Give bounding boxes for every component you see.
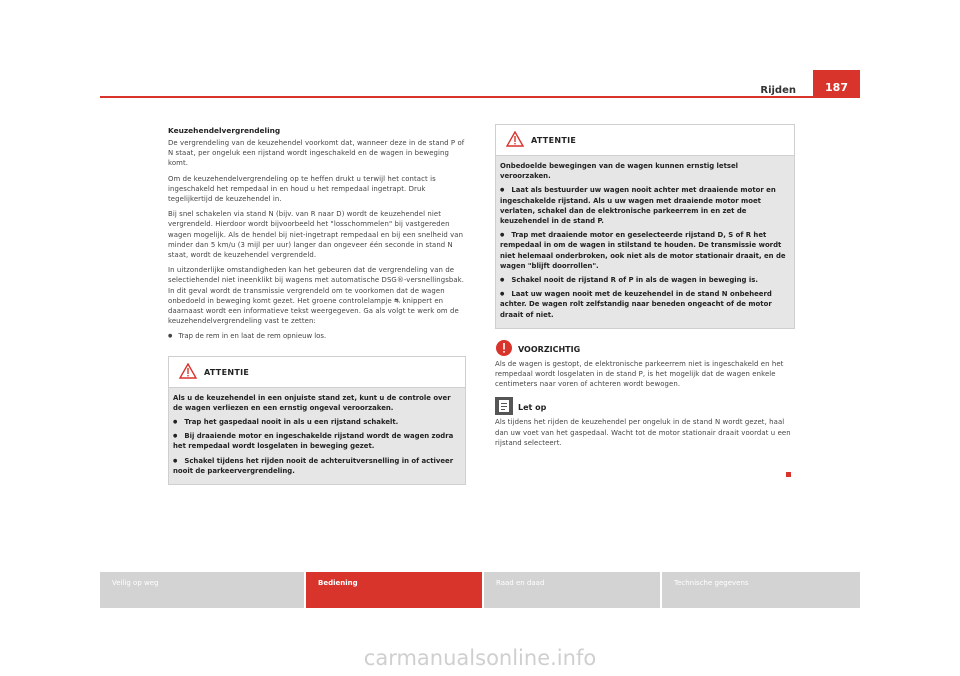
warning-intro: Onbedoelde bewegingen van de wagen kunnen ernstig letsel veroorzaken. (500, 162, 739, 181)
left-column (168, 124, 466, 485)
paragraph: De vergrendeling van de keuzehendel voorkomt dat, wanneer deze in de stand P of N staat, per ongeluk een rijstand wordt ingeschakeld en de wagen in beweging komt. (168, 139, 465, 168)
warning-bullet: ● Trap het gaspedaal nooit in als u een rijstand schakelt. (173, 417, 461, 427)
note-text: Als tijdens het rijden de keuzehendel per ongeluk in de stand N wordt gezet, haal dan uw voet van het gaspedaal. Wacht tot de motor stationair draait voordat u een rijstand selecteert. (495, 418, 791, 447)
caution-text: Als de wagen is gestopt, de elektronische parkeerrem niet is ingeschakeld en het rempedaal wordt losgelaten in de stand P, is het mogelijk dat de wagen enkele centimeters naar voren of achteren wordt bewogen. (495, 359, 784, 389)
footer-tab-technische-gegevens[interactable] (662, 572, 860, 608)
paragraph: Bij snel schakelen via stand N (bijv. van R naar D) wordt de keuzehendel niet vergrendeld. Hierdoor wordt bijvoorbeeld het "losschommelen" bij vastgereden wagen mogelijk. Als de hendel bij niet-ingetrapt rempedaal en bij een snelheid van minder dan 5 km/u (3 mijl per uur) langer dan ongeveer één seconde in stand N staat, wordt de keuzehendel vergrendeld. (168, 210, 464, 260)
note-icon (495, 397, 513, 415)
footer-tab-label: Bediening (318, 579, 358, 587)
caution-circle-icon (495, 339, 513, 357)
warning-intro: Als u de keuzehendel in een onjuiste stand zet, kunt u de controle over de wagen verliezen en een ernstig ongeval veroorzaken. (173, 393, 451, 412)
warning-bullet: ● Laat als bestuurder uw wagen nooit achter met draaiende motor en ingeschakelde rijstand. Als u uw wagen met draaiende motor moet verlaten, schakel dan de elektronische parkeerrem in en zet de keuzehendel in de stand P. (500, 185, 790, 226)
footer-tab-raad-en-daad[interactable] (484, 572, 660, 608)
warning-bullet: ● Trap met draaiende motor en geselecteerde rijstand D, S of R het rempedaal in om de wagen in stilstand te houden. De transmissie wordt niet helemaal onderbroken, ook niet als de motor stationair draait, en de wagen "blijft doorrollen". (500, 230, 790, 271)
section-end-marker (786, 472, 791, 477)
footer-tab-veilig-op-weg[interactable] (100, 572, 304, 608)
caution-title: VOORZICHTIG (518, 344, 581, 354)
warning-title: ATTENTIE (204, 367, 250, 377)
warning-header (169, 357, 465, 388)
footer-tab-label: Technische gegevens (674, 579, 749, 587)
warning-bullet: ● Laat uw wagen nooit met de keuzehendel in de stand N onbeheerd achter. De wagen rolt zelfstandig naar beneden ongeacht of de motor draait of niet. (500, 289, 790, 320)
note-header (495, 397, 795, 417)
caution-header (495, 339, 795, 359)
footer-tab-bediening[interactable] (306, 572, 482, 608)
footer-tab-label: Veilig op weg (112, 579, 159, 587)
note-title: Let op (518, 403, 547, 413)
bullet-item: ● Trap de rem in en laat de rem opnieuw los. (168, 331, 466, 341)
section-heading: Keuzehendelvergrendeling (168, 126, 281, 135)
paragraph: In uitzonderlijke omstandigheden kan het gebeuren dat de vergrendeling van de selectiehendel niet ineenklikt bij wagens met automatische DSG®-versnellingsbak. In dit geval wordt de transmissie vergrendeld om te voorkomen dat de wagen onbedoeld in beweging komt gezet. Het groene controlelampje ⛐ knippert en daarnaast wordt een informatieve tekst weergegeven. Ga als volgt te werk om de keuzehendelvergrendeling vast te zetten: (168, 266, 465, 326)
right-column (495, 124, 795, 453)
warning-title: ATTENTIE (531, 136, 577, 145)
warning-box (168, 356, 466, 485)
warning-body (169, 388, 465, 484)
warning-body (496, 156, 794, 328)
warning-triangle-icon (179, 363, 197, 379)
paragraph: Om de keuzehendelvergrendeling op te heffen drukt u terwijl het contact is ingeschakeld het rempedaal in en houd u het rempedaal ingetrapt. Druk tegelijkertijd de keuzehendel in. (168, 174, 436, 204)
section-title: Rijden (760, 85, 796, 96)
warning-triangle-icon (506, 131, 524, 147)
warning-header (496, 125, 794, 156)
watermark: carmanualsonline.info (363, 646, 597, 670)
warning-bullet: ● Bij draaiende motor en ingeschakelde rijstand wordt de wagen zodra het rempedaal wordt losgelaten in beweging gezet. (173, 431, 461, 451)
warning-box (495, 124, 795, 329)
warning-bullet: ● Schakel nooit de rijstand R of P in als de wagen in beweging is. (500, 275, 790, 285)
warning-bullet: ● Schakel tijdens het rijden nooit de achteruitversnelling in of activeer nooit de parkeervergrendeling. (173, 456, 461, 476)
page-number: 187 (813, 70, 860, 98)
header-rule (100, 96, 860, 98)
footer-tab-label: Raad en daad (496, 579, 545, 587)
